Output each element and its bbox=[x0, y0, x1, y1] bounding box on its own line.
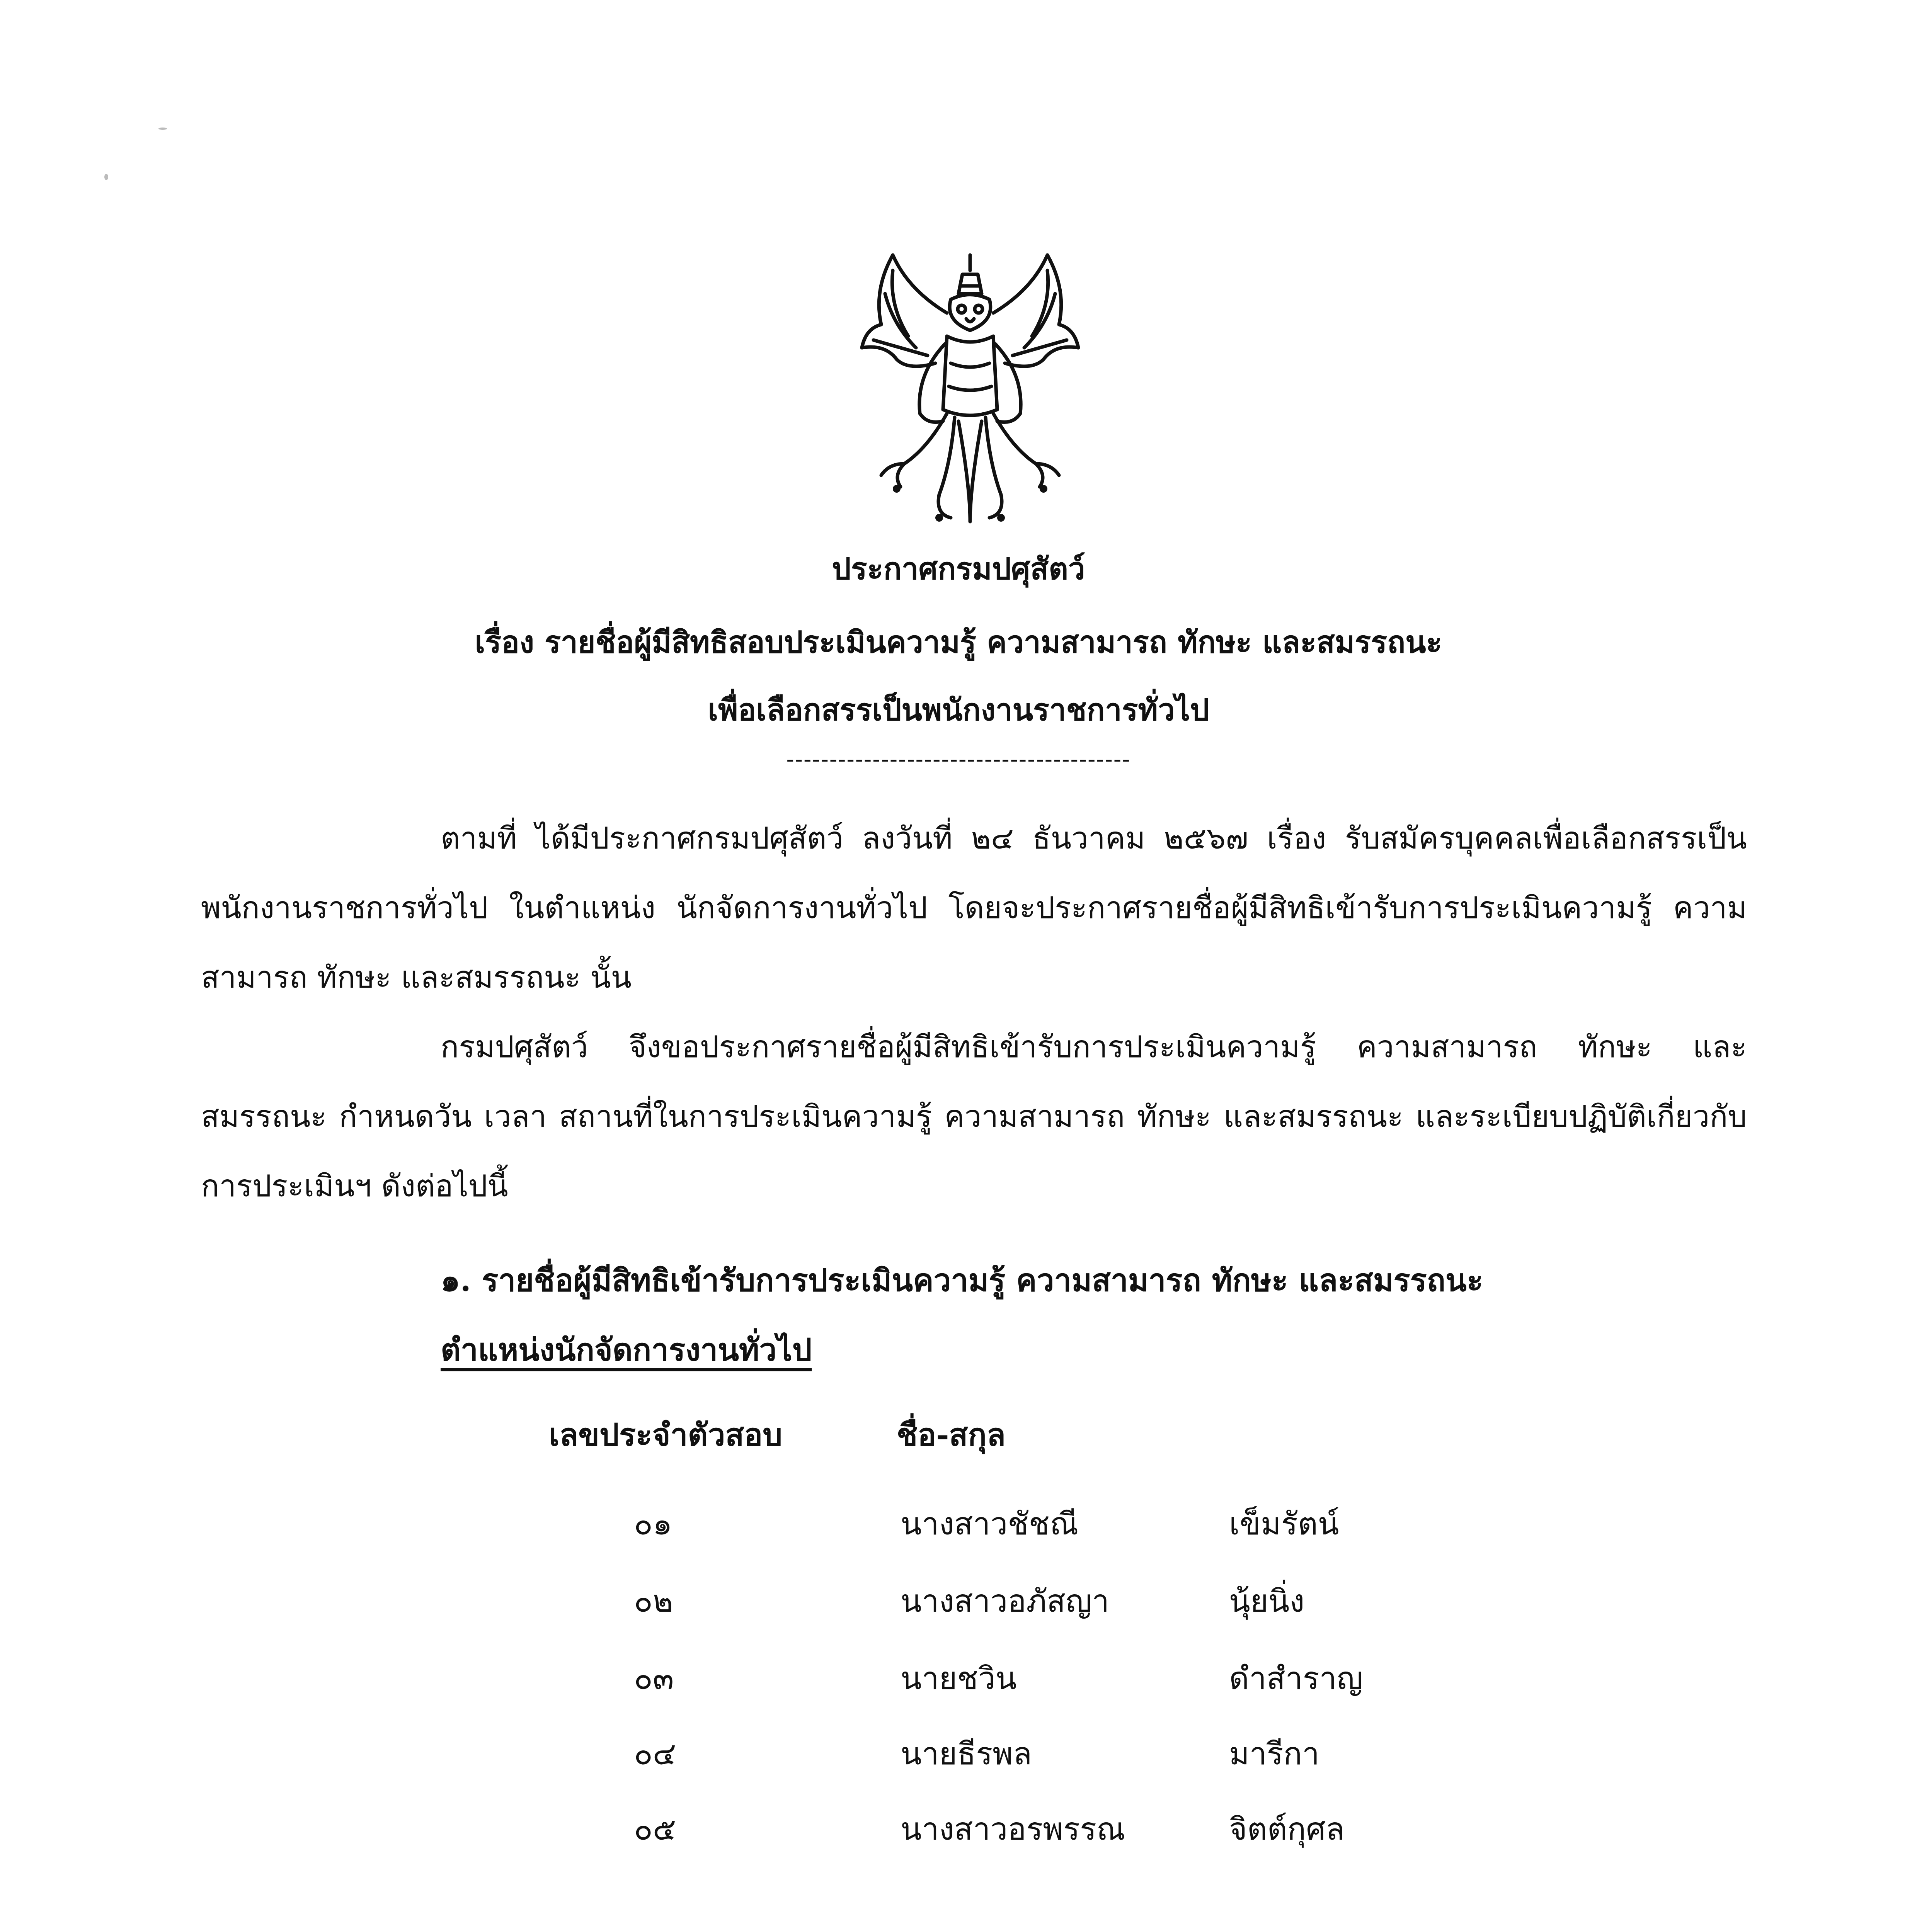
section-1-title: ๑. รายชื่อผู้มีสิทธิเข้ารับการประเมินความรู้ ความสามารถ ทักษะ และสมรรถนะ bbox=[441, 1262, 1483, 1298]
last-name: จิตต์กุศล bbox=[1229, 1811, 1345, 1847]
table-row bbox=[0, 1577, 1917, 1654]
first-name: นายชวิน bbox=[901, 1660, 1017, 1696]
table-row bbox=[0, 1804, 1917, 1882]
garuda-emblem-icon bbox=[850, 247, 1090, 529]
scan-speck bbox=[104, 174, 108, 180]
first-name: นางสาวอรพรรณ bbox=[901, 1811, 1125, 1847]
last-name: นุ้ยนิ่ง bbox=[1229, 1583, 1305, 1619]
table-row bbox=[0, 1729, 1917, 1806]
announcement-title: ประกาศกรมปศุสัตว์ bbox=[832, 551, 1085, 587]
last-name: ดำสำราญ bbox=[1229, 1660, 1363, 1696]
exam-id: ๐๕ bbox=[634, 1811, 676, 1847]
announcement-subject: เรื่อง รายชื่อผู้มีสิทธิสอบประเมินความรู้ ความสามารถ ทักษะ และสมรรถนะ bbox=[475, 625, 1442, 660]
exam-id: ๐๒ bbox=[634, 1583, 673, 1619]
column-header-exam-id: เลขประจำตัวสอบ bbox=[549, 1417, 783, 1453]
divider-line: ---------------------------------------- bbox=[786, 746, 1131, 773]
scan-speck bbox=[158, 128, 167, 130]
announcement-subject-cont: เพื่อเลือกสรรเป็นพนักงานราชการทั่วไป bbox=[708, 692, 1209, 728]
last-name: มารีกา bbox=[1229, 1736, 1319, 1772]
first-name: นางสาวอภัสญา bbox=[901, 1583, 1110, 1619]
exam-id: ๐๔ bbox=[634, 1736, 676, 1772]
position-title: ตำแหน่งนักจัดการงานทั่วไป bbox=[441, 1332, 812, 1368]
exam-id: ๐๓ bbox=[634, 1660, 674, 1696]
table-row bbox=[0, 1654, 1917, 1731]
body-paragraph-2: กรมปศุสัตว์ จึงขอประกาศรายชื่อผู้มีสิทธิเข้ารับการประเมินความรู้ ความสามารถ ทักษะ และสมรรถนะ กำหนดวัน เวลา สถานที่ในการประเมินความรู้ ความสามารถ ทักษะ และสมรรถนะ และระเบียบปฏิบัติเกี่ยวกับการประเมินฯ ดังต่อไปนี้ bbox=[201, 1030, 1747, 1204]
first-name: นายธีรพล bbox=[901, 1736, 1032, 1772]
body-paragraph-1: ตามที่ ได้มีประกาศกรมปศุสัตว์ ลงวันที่ ๒๔ ธันวาคม ๒๕๖๗ เรื่อง รับสมัครบุคคลเพื่อเลือกสรรเป็นพนักงานราชการทั่วไป ในตำแหน่ง นักจัดการงานทั่วไป โดยจะประกาศรายชื่อผู้มีสิทธิเข้ารับการประเมินความรู้ ความสามารถ ทักษะ และสมรรถนะ นั้น bbox=[201, 821, 1747, 995]
exam-id: ๐๑ bbox=[634, 1506, 672, 1542]
column-header-name: ชื่อ-สกุล bbox=[897, 1417, 1006, 1453]
table-row bbox=[0, 1499, 1917, 1577]
first-name: นางสาวชัชณี bbox=[901, 1506, 1079, 1542]
last-name: เข็มรัตน์ bbox=[1229, 1506, 1339, 1542]
